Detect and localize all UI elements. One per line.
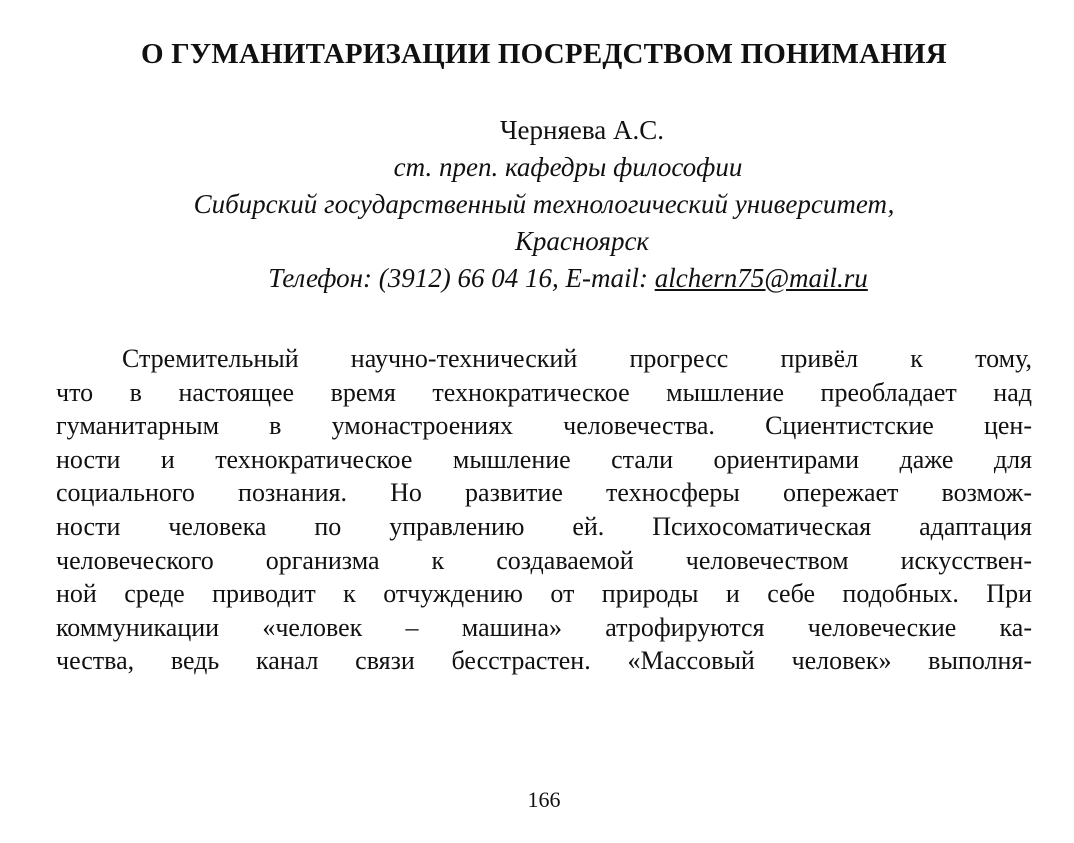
- author-block: [56, 112, 1032, 297]
- author-city: Красноярск: [514, 226, 650, 256]
- article-title: О ГУМАНИТАРИЗАЦИИ ПОСРЕДСТВОМ ПОНИМАНИЯ: [141, 38, 947, 70]
- author-position: ст. преп. кафедры философии: [393, 152, 743, 182]
- body-line: ности и технократическое мышление стали ориентирами даже для: [56, 444, 1032, 474]
- author-name: Черняева А.С.: [499, 115, 665, 145]
- body-line: коммуникации «человек – машина» атрофируются человеческие ка-: [56, 612, 1032, 642]
- body-line: социального познания. Но развитие техносферы опережает возмож-: [56, 478, 1032, 508]
- page-number: 166: [527, 787, 561, 812]
- document-page: [56, 0, 1032, 843]
- author-email-link[interactable]: alchern75@mail.ru: [654, 263, 868, 293]
- body-line: Стремительный научно-технический прогресс привёл к тому,: [122, 344, 1032, 373]
- body-line: ности человека по управлению ей. Психосоматическая адаптация: [56, 511, 1032, 541]
- author-university: Сибирский государственный технологический университет,: [193, 189, 895, 219]
- body-line: чества, ведь канал связи бесстрастен. «Массовый человек» выполня-: [56, 646, 1032, 676]
- body-paragraph: [56, 342, 1032, 678]
- body-line: гуманитарным в умонастроениях человечества. Сциентистские цен-: [56, 411, 1032, 441]
- body-line: ной среде приводит к отчуждению от природы и себе подобных. При: [56, 579, 1032, 609]
- author-contact: [80, 260, 1056, 297]
- contact-prefix: Телефон: (3912) 66 04 16, E-mail:: [268, 263, 655, 293]
- body-line: человеческого организма к создаваемой человечеством искусствен-: [56, 545, 1032, 575]
- body-line: что в настоящее время технократическое мышление преобладает над: [56, 377, 1032, 407]
